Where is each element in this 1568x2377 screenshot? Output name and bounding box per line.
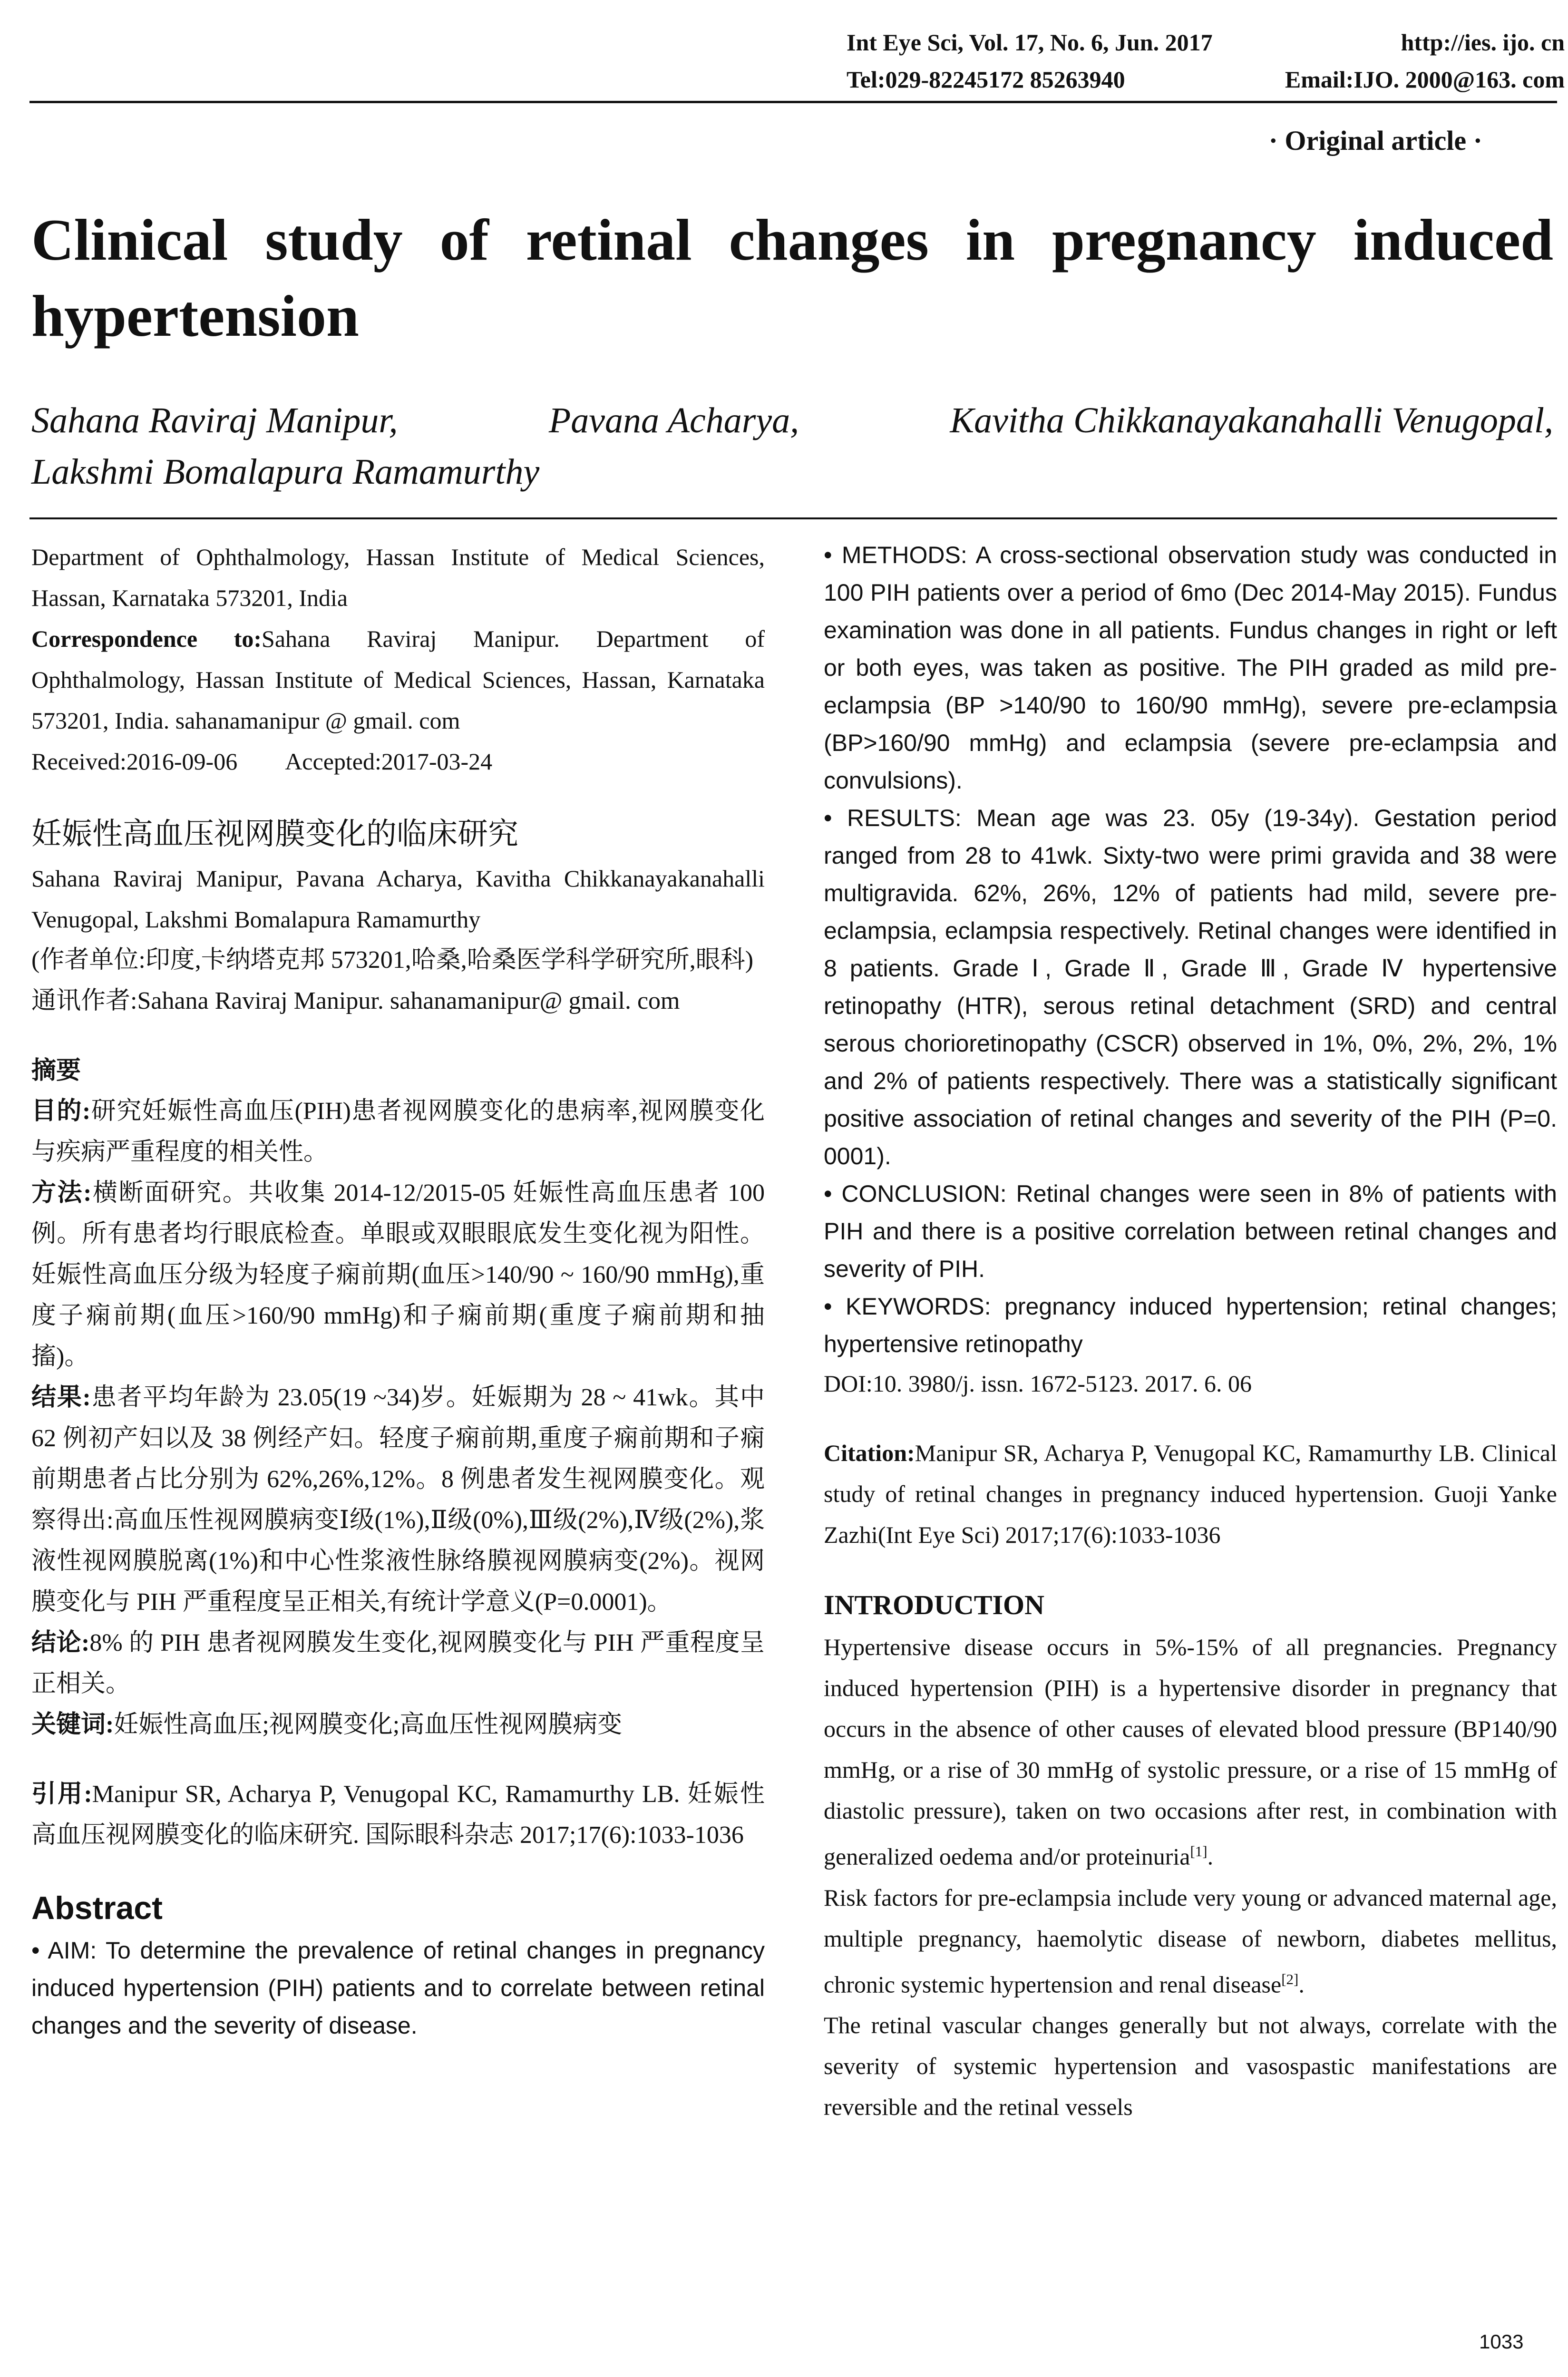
reference-link[interactable]: [1] xyxy=(1190,1843,1208,1860)
chinese-keywords xyxy=(31,1705,765,1745)
chinese-methods xyxy=(31,1173,765,1377)
abstract-aim-text: To determine the prevalence of retinal changes in pregnancy induced hypertension (PIH) patients and to correlate between retinal changes and the severity of disease. xyxy=(31,1937,765,2039)
author-list xyxy=(31,395,1553,497)
doi[interactable]: DOI:10. 3980/j. issn. 1672-5123. 2017. 6. 06 xyxy=(824,1370,1252,1397)
accepted-date: Accepted:2017-03-24 xyxy=(285,748,493,775)
chinese-keywords-text: 妊娠性高血压;视网膜变化;高血压性视网膜病变 xyxy=(114,1711,623,1738)
affiliation: Department of Ophthalmology, Hassan Institute of Medical Sciences, Hassan, Karnataka 573201, India xyxy=(31,544,765,611)
citation-text: Manipur SR, Acharya P, Venugopal KC, Ramamurthy LB. Clinical study of retinal changes in pregnancy induced hypertension. Guoji Yanke Zazhi(Int Eye Sci) 2017;17(6):1033-1036 xyxy=(824,1440,1557,1548)
intro-text: . xyxy=(1207,1843,1214,1870)
intro-text: Risk factors for pre-eclampsia include very young or advanced maternal age, multiple pregnancy, haemolytic disease of newborn, diabetes mellitus, chronic systemic hypertension and renal disease xyxy=(824,1884,1557,1998)
abstract-keywords xyxy=(824,1288,1557,1363)
journal-tel: Tel:029-82245172 85263940 xyxy=(847,66,1125,93)
correspondence xyxy=(31,618,765,741)
chinese-affiliation: (作者单位:印度,卡纳塔克邦 573201,哈桑,哈桑医学科学研究所,眼科) xyxy=(31,946,754,974)
abstract-keywords-text: pregnancy induced hypertension; retinal changes; hypertensive retinopathy xyxy=(824,1293,1557,1357)
abstract-methods-label: • METHODS: xyxy=(824,542,967,568)
citation-label: Citation: xyxy=(824,1440,915,1466)
article-dates xyxy=(31,741,765,782)
chinese-methods-text: 横断面研究。共收集 2014-12/2015-05 妊娠性高血压患者 100 例。所有患者均行眼底检查。单眼或双眼眼底发生变化视为阳性。妊娠性高血压分级为轻度子痫前期(血压>140/90 ~ 160/90 mmHg),重度子痫前期(血压>160/90 mmHg)和子痫前期(重度子痫前期和抽搐)。 xyxy=(31,1179,765,1370)
chinese-citation-text: Manipur SR, Acharya P, Venugopal KC, Ramamurthy LB. 妊娠性高血压视网膜变化的临床研究. 国际眼科杂志 2017;17(6):1033-1036 xyxy=(31,1781,765,1849)
introduction-paragraph xyxy=(824,1627,1557,1877)
citation xyxy=(824,1432,1557,1555)
chinese-methods-label: 方法: xyxy=(31,1179,92,1207)
chinese-correspondence: 通讯作者:Sahana Raviraj Manipur. sahanamanipur@ gmail. com xyxy=(31,987,680,1014)
journal-url[interactable]: http://ies. ijo. cn xyxy=(1401,29,1565,56)
section-label: · Original article · xyxy=(1268,125,1482,156)
abstract-conclusion-label: • CONCLUSION: xyxy=(824,1180,1007,1207)
chinese-results-text: 患者平均年龄为 23.05(19 ~34)岁。妊娠期为 28 ~ 41wk。其中 62 例初产妇以及 38 例经产妇。轻度子痫前期,重度子痫前期和子痫前期患者占比分别为 62%,26%,12%。8 例患者发生视网膜变化。观察得出:高血压性视网膜病变Ⅰ级(1%),Ⅱ级(0%),Ⅲ级(2%),Ⅳ级(2%),浆液性视网膜脱离(1%)和中心性浆液性脉络膜视网膜病变(2%)。视网膜变化与 PIH 严重程度呈正相关,有统计学意义(P=0.0001)。 xyxy=(31,1384,765,1616)
left-column xyxy=(31,536,765,2045)
author-name: Lakshmi Bomalapura Ramamurthy xyxy=(31,452,540,492)
chinese-title: 妊娠性高血压视网膜变化的临床研究 xyxy=(31,817,518,852)
journal-header xyxy=(847,24,1565,98)
chinese-results-label: 结果: xyxy=(31,1384,91,1411)
author-name: Kavitha Chikkanayakanahalli Venugopal, xyxy=(950,400,1553,440)
chinese-citation xyxy=(31,1774,765,1856)
right-column xyxy=(824,536,1557,2127)
author-name: Sahana Raviraj Manipur, xyxy=(31,400,398,440)
abstract-aim-label: • AIM: xyxy=(31,1937,97,1964)
chinese-conclusion xyxy=(31,1623,765,1705)
article-title: Clinical study of retinal changes in pregnancy induced hypertension xyxy=(31,207,1553,349)
abstract-results xyxy=(824,799,1557,1175)
page-number: 1033 xyxy=(1479,2330,1524,2353)
author-name: Pavana Acharya, xyxy=(548,400,799,440)
chinese-aim-label: 目的: xyxy=(31,1098,91,1125)
introduction-paragraph: The retinal vascular changes generally but not always, correlate with the severity of systemic hypertension and vasospastic manifestations are reversible and the retinal vessels xyxy=(824,2012,1557,2121)
chinese-aim xyxy=(31,1091,765,1173)
abstract-results-label: • RESULTS: xyxy=(824,805,962,831)
chinese-aim-text: 研究妊娠性高血压(PIH)患者视网膜变化的患病率,视网膜变化与疾病严重程度的相关性。 xyxy=(31,1098,765,1166)
chinese-conclusion-text: 8% 的 PIH 患者视网膜发生变化,视网膜变化与 PIH 严重程度呈正相关。 xyxy=(31,1629,765,1697)
abstract-conclusion-text: Retinal changes were seen in 8% of patients with PIH and there is a positive correlation between retinal changes and severity of PIH. xyxy=(824,1180,1557,1282)
header-divider xyxy=(29,101,1557,103)
abstract-heading: Abstract xyxy=(31,1890,163,1926)
abstract-methods xyxy=(824,536,1557,799)
abstract-methods-text: A cross-sectional observation study was conducted in 100 PIH patients over a period of 6mo (Dec 2014-May 2015). Fundus examination was done in all patients. Fundus changes in right or left or both eyes, was taken as positive. The PIH graded as mild pre-eclampsia (BP >140/90 to 160/90 mmHg), severe pre-eclampsia (BP>160/90 mmHg) and eclampsia (severe pre-eclampsia and convulsions). xyxy=(824,542,1557,794)
title-divider xyxy=(29,517,1557,519)
journal-citation: Int Eye Sci, Vol. 17, No. 6, Jun. 2017 xyxy=(847,29,1213,56)
chinese-keywords-label: 关键词: xyxy=(31,1711,114,1738)
abstract-aim xyxy=(31,1932,765,2045)
correspondence-text: Sahana Raviraj Manipur. Department of Ophthalmology, Hassan Institute of Medical Sciences, Hassan, Karnataka 573201, India. sahanamanipur @ gmail. com xyxy=(31,625,765,734)
chinese-conclusion-label: 结论: xyxy=(31,1629,90,1656)
journal-email[interactable]: Email:IJO. 2000@163. com xyxy=(1285,66,1565,93)
correspondence-label: Correspondence to: xyxy=(31,625,262,652)
chinese-authors: Sahana Raviraj Manipur, Pavana Acharya, Kavitha Chikkanayakanahalli Venugopal, Lakshmi Bomalapura Ramamurthy xyxy=(31,865,765,933)
reference-link[interactable]: [2] xyxy=(1281,1970,1299,1987)
introduction-paragraph xyxy=(824,1877,1557,2005)
abstract-results-text: Mean age was 23. 05y (19-34y). Gestation period ranged from 28 to 41wk. Sixty-two were primi gravida and 38 were multigravida. 62%, 26%, 12% of patients had mild, severe pre-eclampsia, eclampsia respectively. Retinal changes were identified in 8 patients. Grade Ⅰ, Grade Ⅱ, Grade Ⅲ, Grade Ⅳ hypertensive retinopathy (HTR), serous retinal detachment (SRD) and central serous chorioretinopathy (CSCR) observed in 1%, 0%, 2%, 2%, 1% and 2% of patients respectively. There was a statistically significant positive association of retinal changes and severity of the PIH (P=0. 0001). xyxy=(824,805,1557,1169)
intro-text: . xyxy=(1298,1971,1305,1998)
chinese-results xyxy=(31,1377,765,1623)
introduction-heading: INTRODUCTION xyxy=(824,1589,1045,1620)
chinese-citation-label: 引用: xyxy=(31,1781,92,1808)
received-date: Received:2016-09-06 xyxy=(31,748,238,775)
abstract-keywords-label: • KEYWORDS: xyxy=(824,1293,991,1320)
chinese-abstract-heading: 摘要 xyxy=(31,1056,81,1085)
abstract-conclusion xyxy=(824,1175,1557,1288)
intro-text: Hypertensive disease occurs in 5%-15% of all pregnancies. Pregnancy induced hypertension (PIH) is a hypertensive disorder in pregnancy that occurs in the absence of other causes of elevated blood pressure (BP140/90 mmHg, or a rise of 30 mmHg of systolic pressure, or a rise of 15 mmHg of diastolic pressure), taken on two occasions after rest, in combination with generalized oedema and/or proteinuria xyxy=(824,1634,1557,1870)
